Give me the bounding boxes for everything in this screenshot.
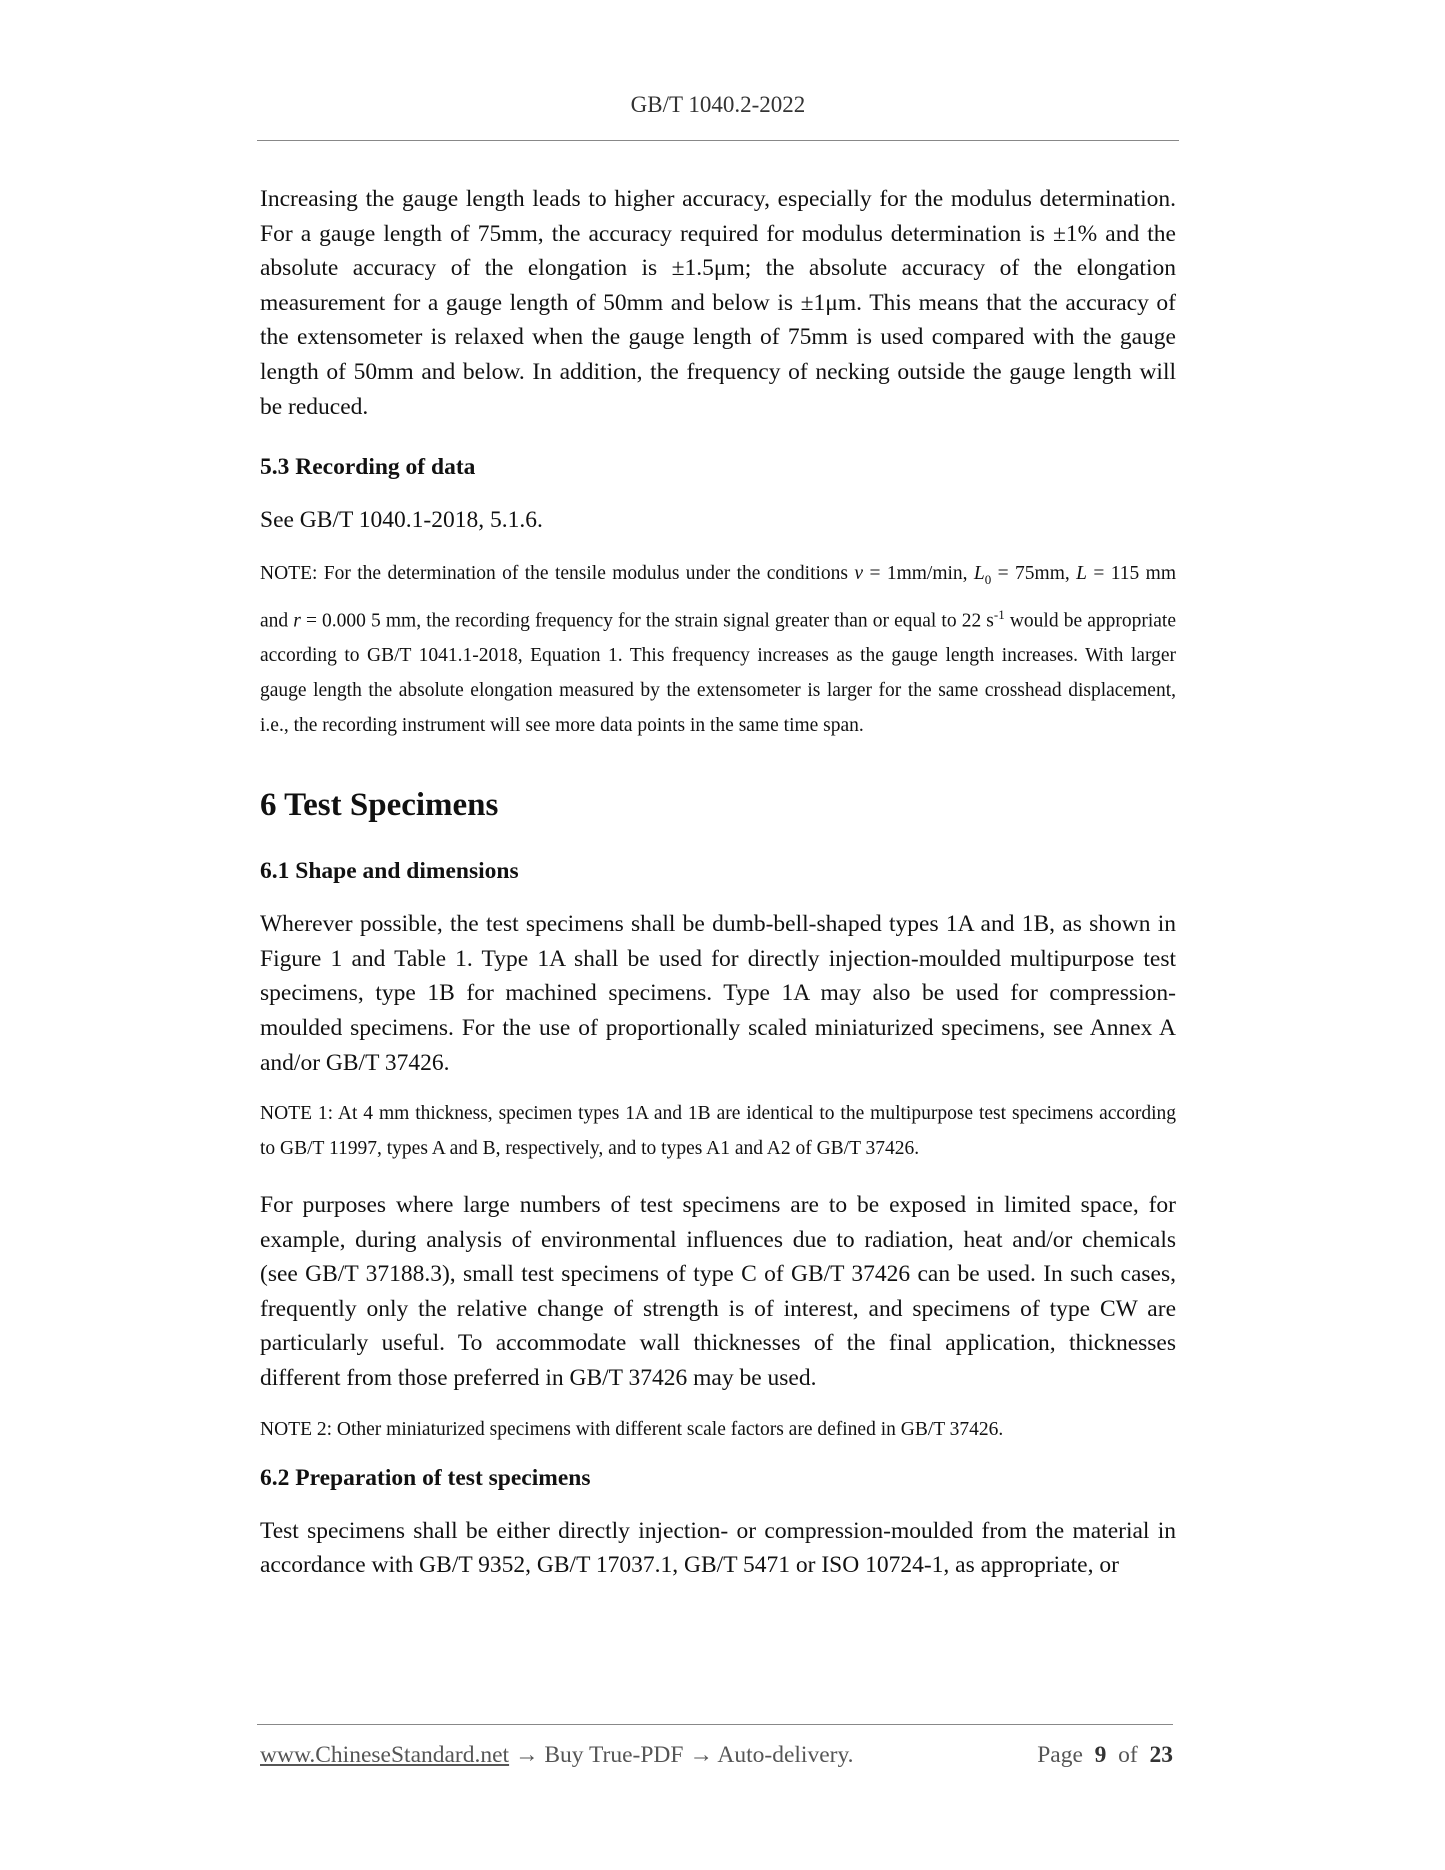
- section-6-2-heading: 6.2 Preparation of test specimens: [260, 1464, 591, 1491]
- site-link[interactable]: www.ChineseStandard.net: [260, 1742, 510, 1768]
- footer-tagline: → Buy True-PDF → Auto-delivery.: [509, 1742, 854, 1768]
- section-5-3-note: NOTE: For the determination of the tensile modulus under the conditions v = 1mm/min, $L_0 = 75mm$, L = 115 mm and r = 0.000 5 mm, the recording frequency for the strain signal greater than or equal to 22 $s^{-1}$ would be appropriate according to GB/T 1041.1-2018, Equation 1. This frequency increases as the gauge length increases. With larger gauge length the absolute elongation measured by the extensometer is larger for the same crosshead displacement, i.e., the recording instrument will see more data points in the same time span.: [260, 562, 1176, 737]
- section-6-1-note-1: NOTE 1: At 4 mm thickness, specimen types 1A and 1B are identical to the multipurpose test specimens according to GB/T 11997, types A and B, respectively, and to types A1 and A2 of GB/T 37426.: [260, 1103, 1176, 1160]
- section-6-1-note-2: NOTE 2: Other miniaturized specimens with different scale factors are defined in GB/T 37426.: [260, 1418, 1004, 1440]
- section-6-1-heading: 6.1 Shape and dimensions: [260, 858, 519, 885]
- header-divider: [257, 140, 1179, 141]
- section-6-1-paragraph-2: For purposes where large numbers of test specimens are to be exposed in limited space, for example, during analysis of environmental influences due to radiation, heat and/or chemicals (see GB/T 37188.3), small test specimens of type C of GB/T 37426 can be used. In such cases, frequently only the relative change of strength is of interest, and specimens of type CW are particularly useful. To accommodate wall thicknesses of the final application, thicknesses different from those preferred in GB/T 37426 may be used.: [260, 1192, 1176, 1392]
- current-page-number: 9: [1094, 1742, 1107, 1768]
- section-6-1-paragraph-1: Wherever possible, the test specimens shall be dumb-bell-shaped types 1A and 1B, as shown in Figure 1 and Table 1. Type 1A shall be used for directly injection-moulded multipurpose test specimens, type 1B for machined specimens. Type 1A may also be used for compression-moulded specimens. For the use of proportionally scaled miniaturized specimens, see Annex A and/or GB/T 37426.: [260, 911, 1176, 1076]
- footer-left: [260, 1742, 854, 1769]
- section-5-3-text: See GB/T 1040.1-2018, 5.1.6.: [260, 507, 543, 534]
- intro-paragraph: Increasing the gauge length leads to higher accuracy, especially for the modulus determination. For a gauge length of 75mm, the accuracy required for modulus determination is ±1% and the absolute accuracy of the elongation is ±1.5μm; the absolute accuracy of the elongation measurement for a gauge length of 50mm and below is ±1μm. This means that the accuracy of the extensometer is relaxed when the gauge length of 75mm is used compared with the gauge length of 50mm and below. In addition, the frequency of necking outside the gauge length will be reduced.: [260, 186, 1176, 420]
- total-pages: 23: [1149, 1742, 1173, 1768]
- section-5-3-heading: 5.3 Recording of data: [260, 454, 476, 481]
- page-header: GB/T 1040.2-2022: [630, 92, 806, 117]
- section-6-heading: 6 Test Specimens: [260, 787, 499, 824]
- footer-divider: [257, 1724, 1173, 1725]
- section-6-2-paragraph: Test specimens shall be either directly injection- or compression-moulded from the material in accordance with GB/T 9352, GB/T 17037.1, GB/T 5471 or ISO 10724-1, as appropriate, or: [260, 1517, 1176, 1579]
- page-body: [260, 182, 1176, 1583]
- page-counter: Page 9 of 23: [1037, 1742, 1173, 1768]
